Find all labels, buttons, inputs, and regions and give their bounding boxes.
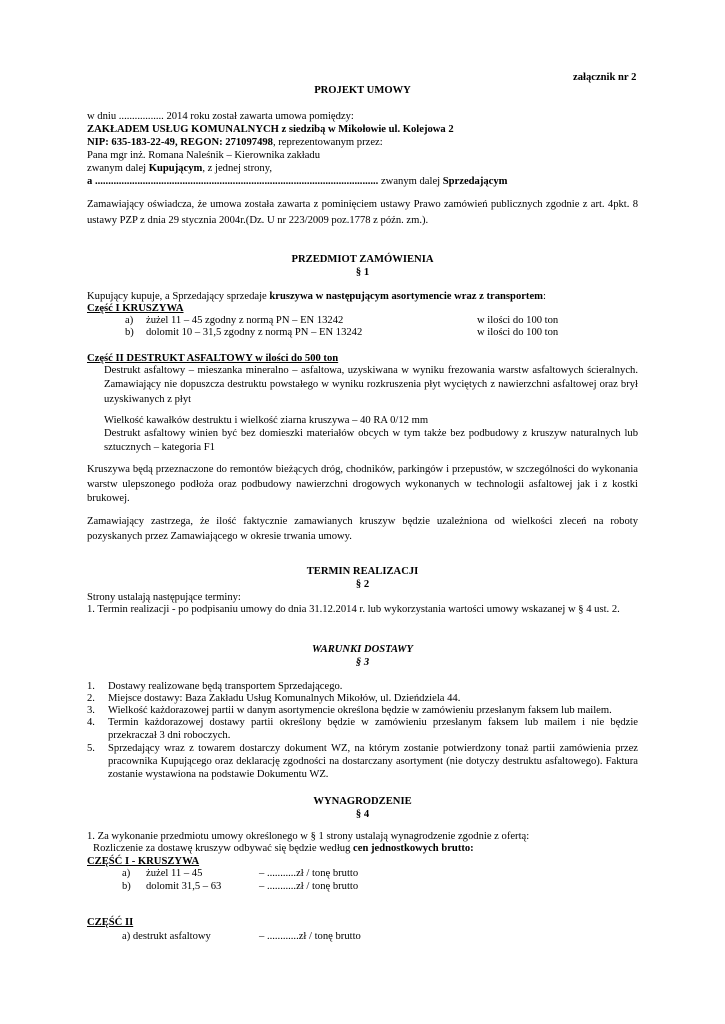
s4-item-price: – ...........zł / tonę brutto (259, 881, 359, 892)
s4-item-text: żużel 11 – 45 (146, 868, 203, 879)
s1-reservation-paragraph: Zamawiający zastrzega, że ilość faktycznie zamawianych kruszyw będzie uzależniona od wielkości zleceń na roboty pozyskanych przez Zamawiającego w okresie trwania umowy. (87, 516, 638, 542)
s1-part2-title: Część II DESTRUKT ASFALTOWY w ilości do 500 ton (87, 353, 339, 364)
intro-date-line: w dniu ................. 2014 roku został zawarta umowa pomiędzy: (87, 111, 354, 122)
s3-item-number: 5. (87, 743, 95, 754)
s4-heading: WYNAGRODZENIE (313, 796, 412, 807)
s1-item-marker: b) (125, 327, 134, 338)
s3-item-number: 3. (87, 705, 95, 716)
s2-lead: Strony ustalają następujące terminy: (87, 592, 241, 603)
s1-part2-granulation: Wielkość kawałków destruktu i wielkość ziarna kruszywa – 40 RA 0/12 mm (104, 415, 429, 426)
s3-item-number: 2. (87, 693, 95, 704)
s4-part2-price: – ............zł / tonę brutto (259, 931, 361, 942)
s1-part1-title: Część I KRUSZYWA (87, 303, 184, 314)
s3-item-text: Wielkość każdorazowej partii w danym asortymencie określona będzie w zamówieniu przesłanym faksem lub mailem. (108, 705, 612, 716)
attachment-label: załącznik nr 2 (573, 72, 637, 83)
s2-section-number: § 2 (355, 579, 370, 590)
s3-item-text: Miejsce dostawy: Baza Zakładu Usług Komunalnych Mikołów, ul. Dzieńdziela 44. (108, 693, 461, 704)
s1-item-marker: a) (125, 315, 134, 326)
s1-part2-requirements: Destrukt asfaltowy winien być bez domieszki materiałów obcych w tym także bez podbudowy z kruszyw naturalnych lub sztucznych – kategoria F1 (104, 428, 638, 453)
s2-heading: TERMIN REALIZACJI (306, 566, 419, 577)
intro-nip-line: NIP: 635-183-22-49, REGON: 271097498, reprezentowanym przez: (87, 137, 383, 148)
s3-heading: WARUNKI DOSTAWY (312, 644, 413, 655)
s1-item-text: żużel 11 – 45 zgodny z normą PN – EN 13242 (146, 315, 344, 326)
s3-item-number: 1. (87, 681, 95, 692)
s4-item-price: – ...........zł / tonę brutto (259, 868, 359, 879)
s3-item-text: Sprzedający wraz z towarem dostarczy dokument WZ, na którym zostanie potwierdzony tonaż partii zamówienia przez pracownika Kupującego oraz deklarację zgodności na dostarczany asortyment (nie dotyczy destruktu asfaltowego). Faktura zostanie wystawiona na podstawie Dokumentu WZ. (108, 743, 638, 781)
s4-lead: 1. Za wykonanie przedmiotu umowy określonego w § 1 strony ustalają wynagrodzenie zgodnie z ofertą: (87, 831, 530, 842)
intro-buyer-line: zwanym dalej Kupującym, z jednej strony, (87, 163, 272, 174)
intro-company: ZAKŁADEM USŁUG KOMUNALNYCH z siedzibą w Mikołowie ul. Kolejowa 2 (87, 124, 454, 135)
intro-representative: Pana mgr inż. Romana Naleśnik – Kierownika zakładu (87, 150, 320, 161)
s1-part2-description: Destrukt asfaltowy – mieszanka mineralno – asfaltowa, uzyskiwana w wyniku frezowania warstw asfaltowych ścieralnych. Zamawiający nie dopuszcza destruktu powstałego w wyniku rozkruszenia płyt wyciętych z nawierzchni asfaltowej oraz brył uzyskiwanych z płyt (104, 365, 638, 405)
s3-section-number: § 3 (355, 657, 370, 668)
s3-item-text: Dostawy realizowane będą transportem Sprzedającego. (108, 681, 343, 692)
s4-part2-item: a) destrukt asfaltowy (122, 931, 211, 942)
s4-item-marker: a) (122, 868, 131, 879)
s4-section-number: § 4 (355, 809, 370, 820)
document-title: PROJEKT UMOWY (314, 85, 411, 96)
s1-section-number: § 1 (355, 267, 370, 278)
intro-paragraph: Zamawiający oświadcza, że umowa została zawarta z pominięciem ustawy Prawo zamówień publicznych zgodnie z art. 4pkt. 8 ustawy PZP z dnia 29 stycznia 2004r.(Dz. U nr 223/2009 poz.1778 z późn. zm.). (87, 199, 638, 226)
s4-part2-title: CZĘŚĆ II (87, 917, 134, 928)
s4-settlement-line: Rozliczenie za dostawę kruszyw odbywać się będzie według cen jednostkowych brutto: (93, 843, 474, 854)
s1-lead: Kupujący kupuje, a Sprzedający sprzedaje kruszywa w następującym asortymencie wraz z transportem: (87, 291, 546, 302)
s1-item-qty: w ilości do 100 ton (477, 327, 559, 338)
s3-item-text: Termin każdorazowej dostawy partii określony będzie w zamówieniu przesłanym faksem lub mailem i nie będzie przekraczał 3 dni roboczych. (108, 717, 638, 742)
intro-seller-line: a ........................................................................................................... zwanym dalej Sprzedającym (87, 176, 508, 187)
s4-item-marker: b) (122, 881, 131, 892)
s4-item-text: dolomit 31,5 – 63 (146, 881, 222, 892)
s1-heading: PRZEDMIOT ZAMÓWIENIA (291, 254, 434, 265)
s2-term-item: 1. Termin realizacji - po podpisaniu umowy do dnia 31.12.2014 r. lub wykorzystania wartości umowy wskazanej w § 4 ust. 2. (87, 604, 620, 615)
s4-part1-title: CZĘŚĆ I - KRUSZYWA (87, 856, 200, 867)
s1-item-text: dolomit 10 – 31,5 zgodny z normą PN – EN 13242 (146, 327, 363, 338)
s3-item-number: 4. (87, 717, 95, 728)
s1-item-qty: w ilości do 100 ton (477, 315, 559, 326)
s1-purpose-paragraph: Kruszywa będą przeznaczone do remontów bieżących dróg, chodników, parkingów i przepustów, w szczególności do wykonania warstw ulepszonego podłoża oraz podbudowy nawierzchni drogowych wykonanych w technologii asfaltowej jak i z kostki brukowej. (87, 464, 638, 504)
